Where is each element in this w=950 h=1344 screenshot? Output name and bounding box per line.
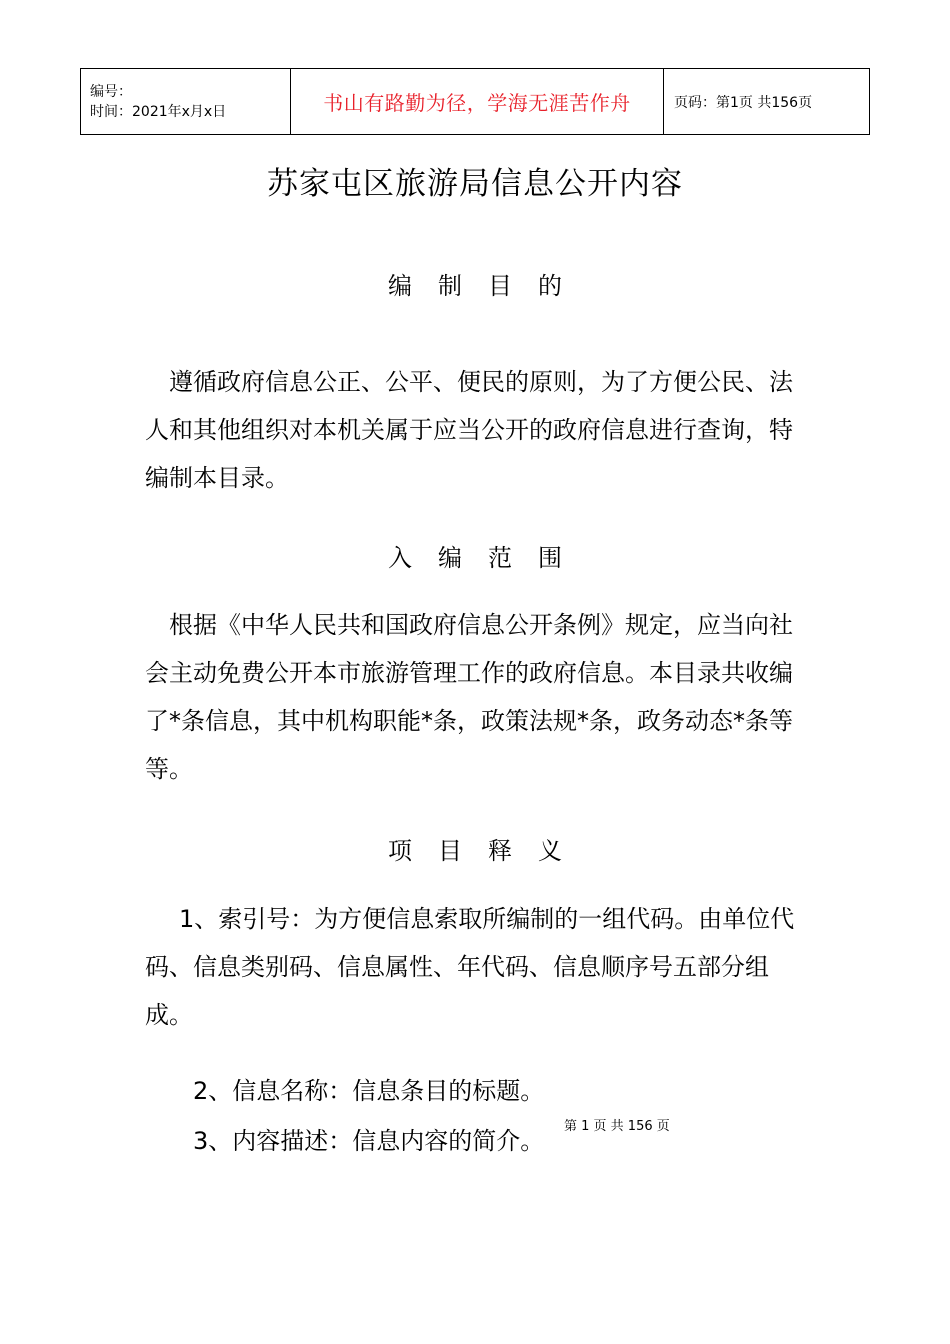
section-body-scope: 根据《中华人民共和国政府信息公开条例》规定，应当向社会主动免费公开本市旅游管理工作的政府信息。本目录共收编了*条信息，其中机构职能*条，政策法规*条，政务动态*条等等。 [145,611,793,783]
time-label: 时间：2021年x月x日 [90,103,227,120]
motto: 书山有路勤为径，学海无涯苦作舟 [291,69,664,135]
number-label: 编号： [90,83,132,100]
header-page-label: 页码：第1页 共156页 [664,69,870,135]
definition-item-index: 1、索引号：为方便信息索取所编制的一组代码。由单位代码、信息类别码、信息属性、年代码、信息顺序号五部分组成。 [145,905,795,1029]
section-heading-definitions: 项目释义 [388,837,588,865]
document-title: 苏家屯区旅游局信息公开内容 [267,166,683,202]
section-heading-purpose: 编制目的 [388,272,588,300]
page-number: 第 1 页 共 156 页 [564,1119,670,1134]
header-meta-cell [81,69,291,135]
definition-item-description: 3、内容描述：信息内容的简介。 [193,1127,545,1155]
header-table [80,68,870,135]
section-heading-scope: 入编范围 [388,544,588,572]
section-body-purpose: 遵循政府信息公正、公平、便民的原则，为了方便公民、法人和其他组织对本机关属于应当公开的政府信息进行查询，特编制本目录。 [145,368,793,492]
definition-item-name: 2、信息名称：信息条目的标题。 [193,1077,545,1105]
